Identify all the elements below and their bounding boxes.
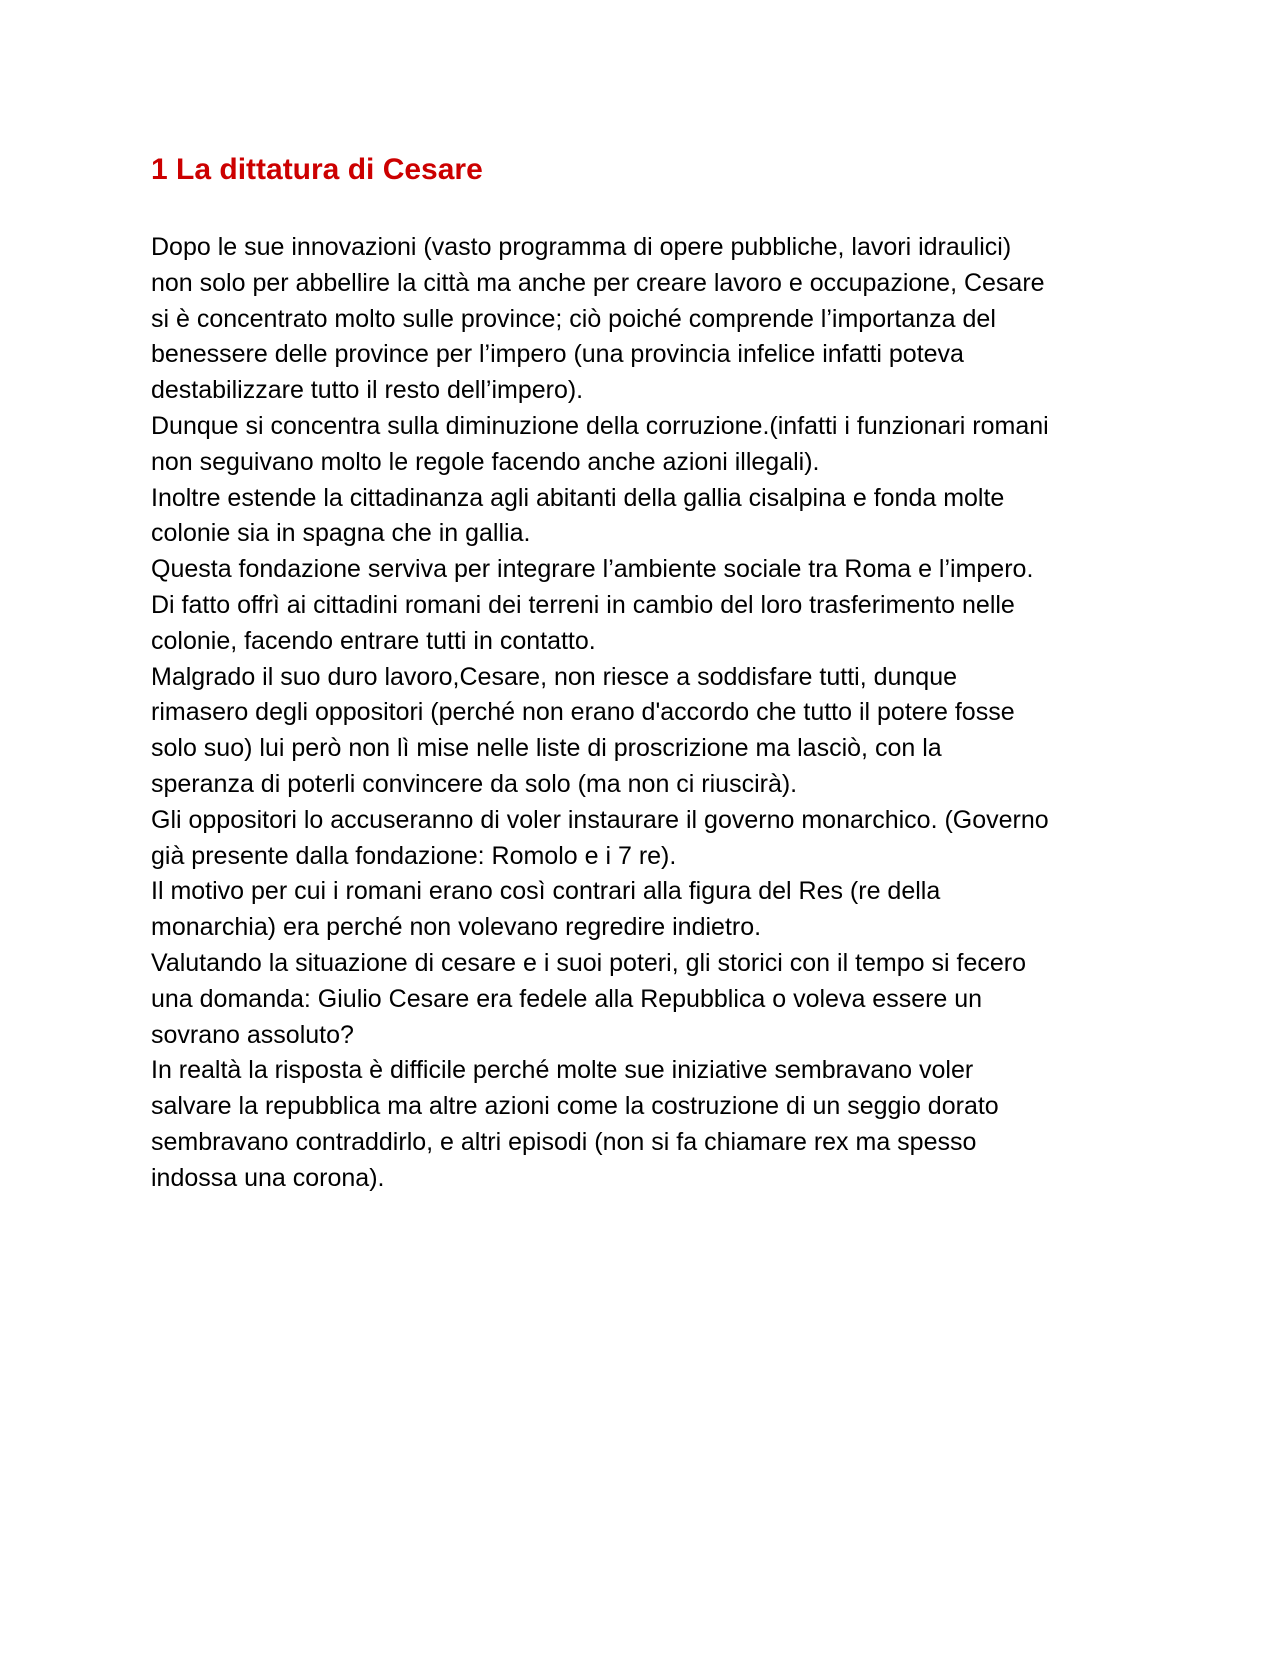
text-line: Dunque si concentra sulla diminuzione della corruzione.(infatti i funzionari romani [151, 411, 1049, 440]
text-line: Valutando la situazione di cesare e i suoi poteri, gli storici con il tempo si fecero [151, 948, 1026, 977]
text-line: una domanda: Giulio Cesare era fedele alla Repubblica o voleva essere un [151, 984, 983, 1013]
text-line: rimasero degli oppositori (perché non erano d'accordo che tutto il potere fosse [151, 698, 1015, 727]
text-line: solo suo) lui però non lì mise nelle liste di proscrizione ma lasciò, con la [151, 734, 942, 763]
text-line: non solo per abbellire la città ma anche per creare lavoro e occupazione, Cesare [151, 268, 1045, 297]
document-content [151, 148, 1141, 1197]
text-line: destabilizzare tutto il resto dell’impero). [151, 376, 584, 405]
text-line: Inoltre estende la cittadinanza agli abitanti della gallia cisalpina e fonda molte [151, 483, 1005, 512]
text-line: benessere delle province per l’impero (una provincia infelice infatti poteva [151, 340, 964, 369]
text-line: Il motivo per cui i romani erano così contrari alla figura del Res (re della [151, 877, 941, 906]
text-line: sovrano assoluto? [151, 1020, 354, 1049]
text-line: Malgrado il suo duro lavoro,Cesare, non riesce a soddisfare tutti, dunque [151, 662, 958, 691]
text-line: monarchia) era perché non volevano regredire indietro. [151, 913, 762, 942]
text-line: Gli oppositori lo accuseranno di voler instaurare il governo monarchico. (Governo [151, 805, 1049, 834]
text-line: Questa fondazione serviva per integrare l’ambiente sociale tra Roma e l’impero. [151, 555, 1034, 584]
text-line: Di fatto offrì ai cittadini romani dei terreni in cambio del loro trasferimento nelle [151, 590, 1015, 619]
text-line: già presente dalla fondazione: Romolo e i 7 re). [151, 841, 677, 870]
text-line: speranza di poterli convincere da solo (ma non ci riuscirà). [151, 769, 798, 798]
text-line: Dopo le sue innovazioni (vasto programma di opere pubbliche, lavori idraulici) [151, 233, 1012, 261]
section-heading: 1 La dittatura di Cesare [151, 153, 483, 186]
body-text [151, 230, 1141, 1197]
text-line: non seguivano molto le regole facendo anche azioni illegali). [151, 447, 820, 476]
text-line: si è concentrato molto sulle province; ciò poiché comprende l’importanza del [151, 304, 996, 333]
text-line: colonie, facendo entrare tutti in contatto. [151, 626, 596, 655]
text-line: sembravano contraddirlo, e altri episodi (non si fa chiamare rex ma spesso [151, 1127, 977, 1156]
text-line: In realtà la risposta è difficile perché molte sue iniziative sembravano voler [151, 1056, 974, 1085]
text-line: indossa una corona). [151, 1163, 385, 1192]
text-line: salvare la repubblica ma altre azioni come la costruzione di un seggio dorato [151, 1092, 999, 1121]
text-line: colonie sia in spagna che in gallia. [151, 519, 531, 548]
